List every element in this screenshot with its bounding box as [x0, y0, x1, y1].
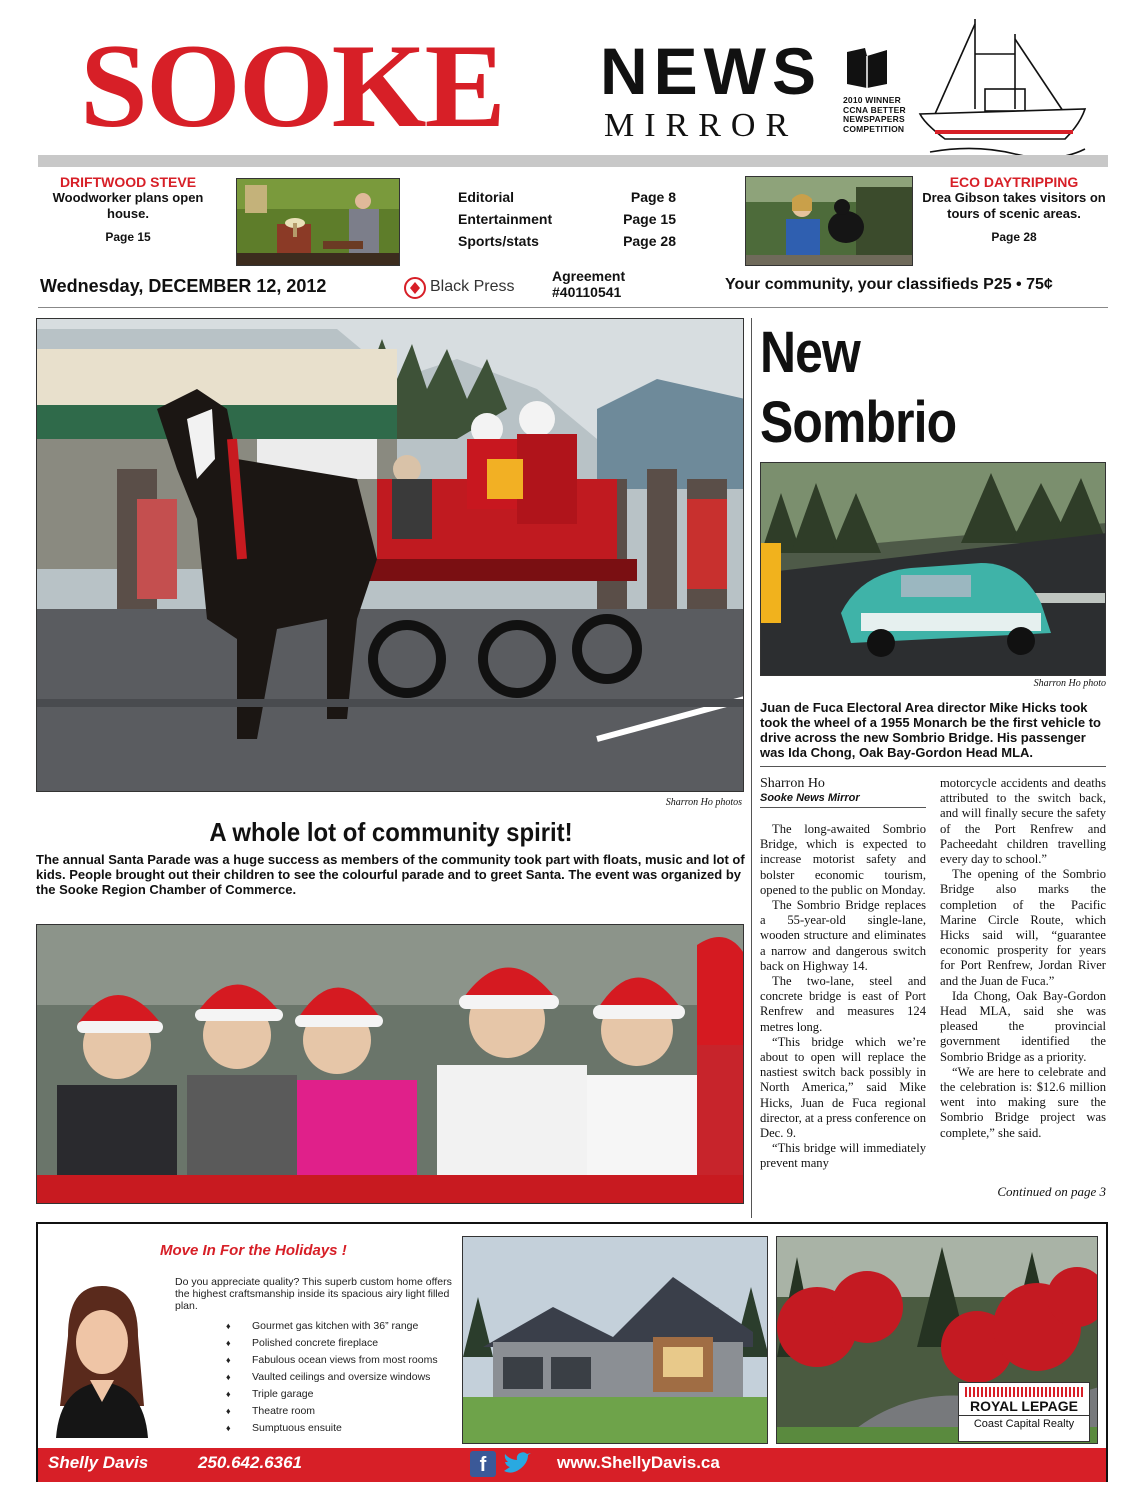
- bridge-photo-credit: Sharron Ho photo: [1033, 678, 1106, 689]
- agreement-label: Agreement: [552, 268, 626, 284]
- section-index: [458, 186, 690, 252]
- byline-author: Sharron Ho: [760, 776, 825, 791]
- paragraph: motorcycle accidents and deaths attributed to the switch back, and will finally secure the safety of the Port Renfrew and Pacheedaht children travelling every day to school.”: [940, 776, 1106, 867]
- masthead-news: NEWS: [600, 34, 822, 108]
- paragraph: “This bridge will immediately prevent many: [760, 1141, 926, 1171]
- index-label: Editorial: [458, 189, 515, 205]
- parade-headline: A whole lot of community spirit!: [209, 817, 573, 847]
- index-row[interactable]: [458, 186, 690, 208]
- teaser-right-title: ECO DAYTRIPPING: [949, 174, 1079, 190]
- agent-phone[interactable]: 250.642.6361: [198, 1453, 302, 1472]
- index-row[interactable]: [458, 208, 690, 230]
- paragraph: The opening of the Sombrio Bridge also marks the completion of the Pacific Marine Circle Route, which Hicks said will, “guarantee economic prosperity for years for Port Renfrew, Jordan River and the Juan de Fuca.”: [940, 867, 1106, 988]
- teaser-right-text: Drea Gibson takes visitors on tours of scenic areas.: [922, 190, 1106, 221]
- index-label: Entertainment: [458, 211, 553, 227]
- bridge-headline-line1: New Sombrio: [760, 320, 957, 455]
- column-divider: [751, 318, 752, 1218]
- tagline: Your community, your classifieds P25 • 75¢: [725, 276, 1053, 293]
- sombrio-bridge-car-photo: [760, 462, 1106, 676]
- ad-bullet: ♦ Triple garage: [226, 1388, 314, 1400]
- continued-link[interactable]: Continued on page 3: [997, 1184, 1106, 1199]
- ad-heading: Move In For the Holidays !: [160, 1242, 347, 1259]
- masthead-sooke: SOOKE: [80, 20, 504, 153]
- brand-name: ROYAL LEPAGE: [970, 1398, 1078, 1414]
- house-photo: [462, 1236, 768, 1444]
- divider: [760, 766, 1106, 767]
- index-page: Page 8: [630, 189, 676, 205]
- ad-bullet: ♦ Vaulted ceilings and oversize windows: [226, 1371, 431, 1383]
- ad-bullet: ♦ Polished concrete fireplace: [226, 1337, 379, 1349]
- ad-intro: Do you appreciate quality? This superb custom home offers the highest craftsmanship inside its spacious airy light filled plan.: [175, 1276, 452, 1312]
- parade-caption: The annual Santa Parade was a huge success as members of the community took part with floats, music and lot of kids. People brought out their children to see the colourful parade and to greet Santa. The event was organized by the Sooke Region Chamber of Commerce.: [36, 852, 745, 897]
- bridge-caption: Juan de Fuca Electoral Area director Mike Hicks took took the wheel of a 1955 Monarch be the first vehicle to drive across the new Sombrio Bridge. His passenger was Ida Chong, Oak Bay-Gordon Head MLA.: [760, 700, 1101, 760]
- ad-bullet: ♦ Theatre room: [226, 1405, 316, 1417]
- black-press-logo-icon: [404, 277, 426, 299]
- divider: [38, 307, 1108, 308]
- parade-photo-credit: Sharron Ho photos: [665, 797, 742, 808]
- publisher-name: Black Press: [430, 278, 515, 295]
- agent-website-link[interactable]: www.ShellyDavis.ca: [557, 1453, 720, 1472]
- teaser-left[interactable]: [42, 174, 214, 244]
- agent-portrait: [48, 1276, 156, 1438]
- index-row[interactable]: [458, 230, 690, 252]
- paragraph: The long-awaited Sombrio Bridge, which is expected to increase motorist safety and bolster economic tourism, opened to the public on Monday.: [760, 822, 926, 897]
- byline: [760, 776, 926, 808]
- book-icon: [845, 44, 889, 88]
- paragraph: The Sombrio Bridge replaces a 55-year-old single-lane, wooden structure and eliminates a narrow and dangerous switch back on Highway 14.: [760, 898, 926, 973]
- agent-name: Shelly Davis: [48, 1453, 149, 1472]
- twitter-icon[interactable]: [502, 1451, 532, 1477]
- masthead-mirror: MIRROR: [604, 107, 799, 144]
- ad-bullet: ♦ Sumptuous ensuite: [226, 1422, 342, 1434]
- index-page: Page 28: [623, 233, 676, 249]
- paragraph: Ida Chong, Oak Bay-Gordon Head MLA, said she was pleased the provincial government identified the Sombrio Bridge as a priority.: [940, 988, 1106, 1064]
- index-label: Sports/stats: [458, 233, 539, 249]
- ad-bullet: ♦ Gourmet gas kitchen with 36” range: [226, 1320, 419, 1332]
- teaser-left-title: DRIFTWOOD STEVE: [59, 174, 197, 190]
- santa-parade-wagon-photo: [36, 318, 744, 792]
- masthead-bar: [38, 155, 1108, 167]
- bridge-story-column-1: [760, 822, 926, 1172]
- paragraph: The two-lane, steel and concrete bridge is east of Port Renfrew and measures 124 metres long.: [760, 974, 926, 1034]
- teaser-right-page: Page 28: [991, 230, 1037, 244]
- teaser-right[interactable]: [918, 174, 1110, 244]
- logo-stripes: [965, 1387, 1083, 1397]
- facebook-icon[interactable]: f: [470, 1451, 496, 1477]
- byline-outlet: Sooke News Mirror: [760, 792, 926, 808]
- fishing-boat-logo: [915, 14, 1090, 164]
- agreement: [552, 268, 625, 300]
- agreement-number: #40110541: [552, 284, 622, 300]
- paragraph: “We are here to celebrate and the celebration is: $12.6 million went into making sure the Sombrio Bridge project was complete,” she said.: [940, 1064, 1106, 1140]
- teaser-left-text: Woodworker plans open house.: [52, 190, 204, 221]
- driftwood-steve-photo: [236, 178, 400, 266]
- royal-lepage-logo: [958, 1382, 1090, 1442]
- eco-daytripping-photo: [745, 176, 913, 266]
- bridge-story-column-2: [940, 776, 1106, 1141]
- award-text: 2010 WINNER CCNA BETTER NEWSPAPERS COMPETITION: [843, 95, 906, 134]
- paragraph: “This bridge which we’re about to open will replace the nastiest switch back possibly in North America,” said Mike Hicks, Juan de Fuca regional director, at a press conference on Dec. 9.: [760, 1034, 926, 1141]
- brokerage-name: Coast Capital Realty: [959, 1415, 1089, 1432]
- index-page: Page 15: [623, 211, 676, 227]
- kids-santa-hats-photo: [36, 924, 744, 1204]
- issue-date: Wednesday, DECEMBER 12, 2012: [40, 276, 327, 296]
- teaser-left-page: Page 15: [105, 230, 151, 244]
- ad-bullet: ♦ Fabulous ocean views from most rooms: [226, 1354, 438, 1366]
